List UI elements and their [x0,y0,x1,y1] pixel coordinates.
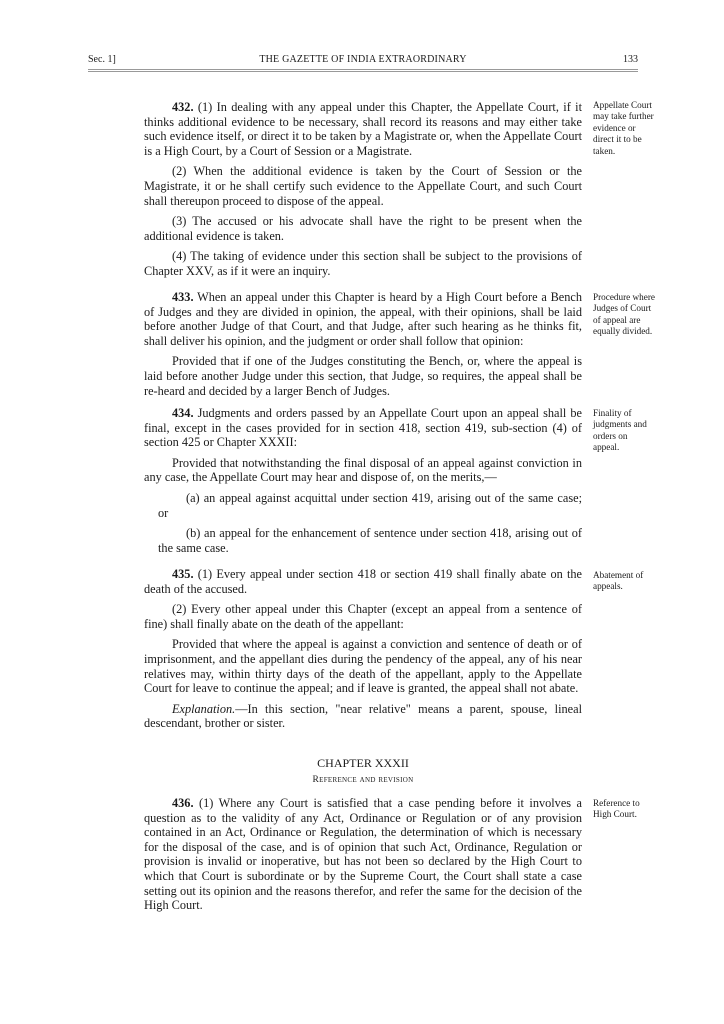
section-433-para-1: 433. When an appeal under this Chapter is heard by a High Court before a Bench of Judges and they are divided in opinion, the appeal, with their opinions, shall be laid before another Judge of that Court, and that Judge, after such hearing as he thinks fit, shall deliver his opinion, and the judgment or order shall follow that opinion: [144,290,582,348]
section-433 [144,290,582,398]
section-436-para-1: 436. (1) Where any Court is satisfied that a case pending before it involves a question as to the validity of any Act, Ordinance or Regulation or of any provision contained in an Act, Ordinance or Regulation, the determination of which is necessary for the disposal of the case, and is of opinion that such Act, Ordinance, Regulation or provision is invalid or inoperative, but has not been so declared by the High Court to which that Court is subordinate or by the Supreme Court, the Court shall state a case setting out its opinion and the reasons therefor, and refer the same for the decision of the High Court. [144,796,582,913]
section-435-explanation: Explanation.—In this section, "near relative" means a parent, spouse, lineal descendant, brother or sister. [144,701,582,731]
section-432-para-1: 432. (1) In dealing with any appeal under this Chapter, the Appellate Court, if it thinks additional evidence to be necessary, shall record its reasons and may either take such evidence itself, or direct it to be taken by a Magistrate or, when the Appellate Court is a High Court, by a Court of Session or a Magistrate. [144,100,582,158]
section-number: 432. [172,100,194,114]
section-number: 435. [172,567,194,581]
section-435 [144,567,582,731]
section-number: 436. [172,796,194,810]
section-432-para-3: (3) The accused or his advocate shall have the right to be present when the additional evidence is taken. [144,214,582,243]
section-435-proviso: Provided that where the appeal is against a conviction and sentence of death or of imprisonment, and the appellant dies during the pendency of the appeal, any of his near relatives may, within thirty days of the death of the appellant, apply to the Appellate Court for leave to continue the appeal; and if leave is granted, the appeal shall not abate. [144,637,582,696]
section-number: 433. [172,290,194,304]
section-435-para-1: 435. (1) Every appeal under section 418 or section 419 shall finally abate on the death of the accused. [144,567,582,596]
gazette-title: THE GAZETTE OF INDIA EXTRAORDINARY [259,54,467,65]
section-number: 434. [172,406,194,420]
section-label: Sec. 1] [88,54,116,65]
section-433-proviso: Provided that if one of the Judges constituting the Bench, or, where the appeal is laid before another Judge under this section, that Judge, so requires, the appeal shall be re-heard and decided by a larger Bench of Judges. [144,354,582,398]
section-434-para-1: 434. Judgments and orders passed by an Appellate Court upon an appeal shall be final, except in the cases provided for in section 418, section 419, sub-section (4) of section 425 or Chapter XXXII: [144,406,582,450]
section-435-para-2: (2) Every other appeal under this Chapter (except an appeal from a sentence of fine) shall finally abate on the death of the appellant: [144,602,582,631]
section-434-proviso: Provided that notwithstanding the final disposal of an appeal against conviction in any case, the Appellate Court may hear and dispose of, on the merits,— [144,455,582,485]
explanation-label: Explanation. [172,701,236,716]
header-rule [88,69,638,72]
section-432-para-2: (2) When the additional evidence is taken by the Court of Session or the Magistrate, it or he shall certify such evidence to the Appellate Court, and such Court shall thereupon proceed to dispose of the appeal. [144,164,582,208]
margin-note-435: Abatement of appeals. [593,570,644,592]
page-number: 133 [623,54,638,65]
chapter-subtitle: Reference and revision [312,775,414,785]
section-434 [144,406,582,555]
section-434-clause-b: (b) an appeal for the enhancement of sentence under section 418, arising out of the same case. [158,526,582,555]
margin-note-433: Procedure where Judges of Court of appeal are equally divided. [593,292,655,337]
section-432 [144,100,582,279]
section-434-clause-a: (a) an appeal against acquittal under section 419, arising out of the same case; or [158,490,582,520]
chapter-title: CHAPTER XXXII [317,756,409,770]
section-432-para-4: (4) The taking of evidence under this section shall be subject to the provisions of Chapter XXV, as if it were an inquiry. [144,249,582,278]
margin-note-436: Reference to High Court. [593,798,640,820]
section-436 [144,796,582,913]
margin-note-432: Appellate Court may take further evidence or direct it to be taken. [593,100,654,156]
margin-note-434: Finality of judgments and orders on appeal. [593,408,647,453]
